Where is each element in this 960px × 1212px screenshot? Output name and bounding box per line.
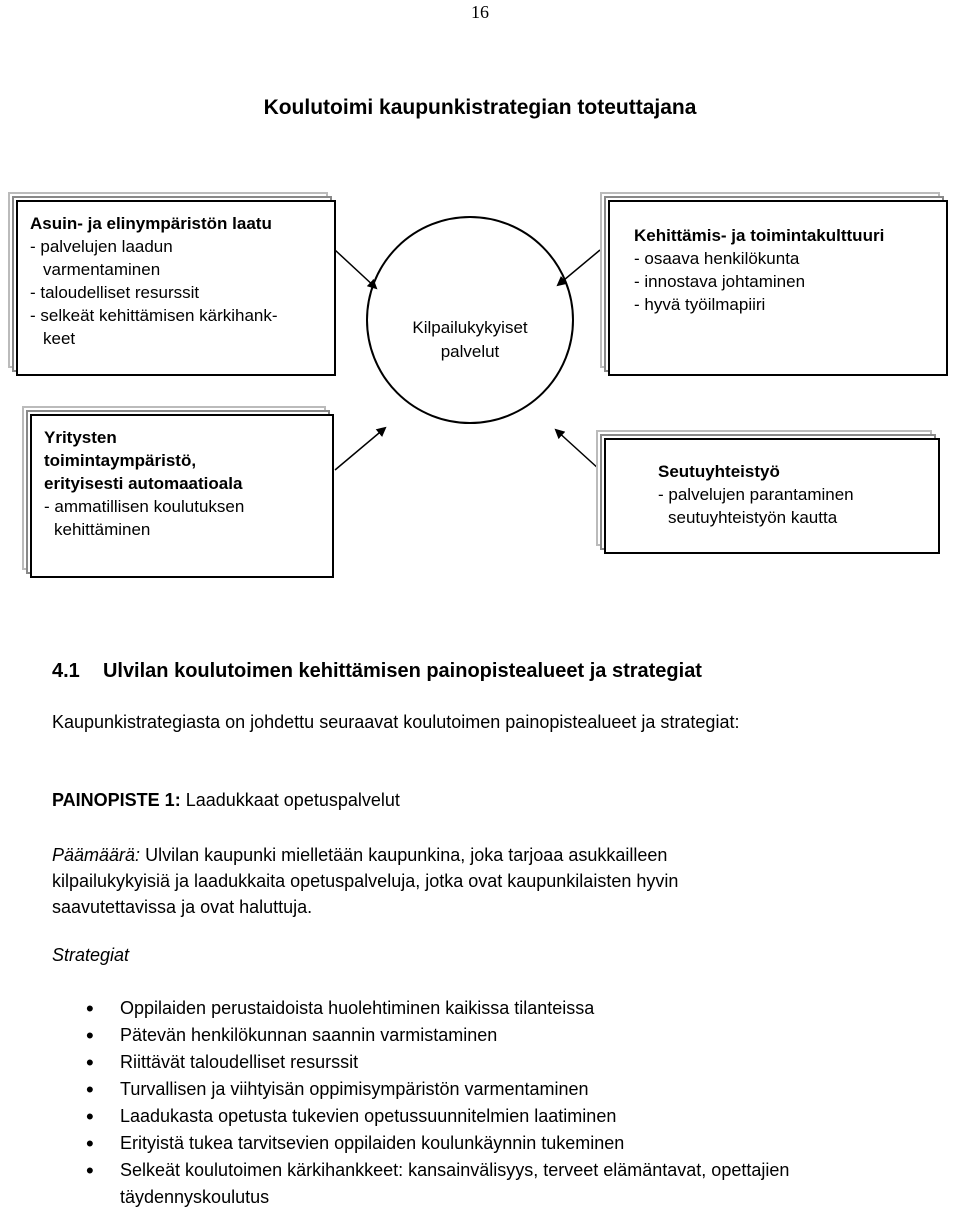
box-line: - palvelujen laadun xyxy=(30,237,173,256)
list-item xyxy=(52,1157,952,1211)
box-regional-cooperation xyxy=(604,438,940,554)
box-living-environment xyxy=(16,200,336,376)
box-line: - ammatillisen koulutuksen xyxy=(44,497,245,516)
box-title: erityisesti automaatioala xyxy=(44,474,243,493)
box-line: - hyvä työilmapiiri xyxy=(634,295,766,314)
section-heading xyxy=(52,660,702,683)
list-item-text: täydennyskoulutus xyxy=(120,1187,270,1207)
painopiste-text: Laadukkaat opetuspalvelut xyxy=(185,790,400,810)
painopiste-label: PAINOPISTE 1: xyxy=(52,790,181,810)
center-label-line1: Kilpailukykyiset xyxy=(412,318,528,337)
goal-label: Päämäärä: xyxy=(52,845,141,865)
box-title: Seutuyhteistyö xyxy=(658,462,780,481)
painopiste-line xyxy=(52,790,400,811)
box-business-environment xyxy=(30,414,334,578)
box-line: kehittäminen xyxy=(54,520,151,539)
box-line: - innostava johtaminen xyxy=(634,272,806,291)
box-title: Yritysten xyxy=(44,428,117,447)
box-title: Kehittämis- ja toimintakulttuuri xyxy=(634,226,885,245)
strategies-label: Strategiat xyxy=(52,945,130,965)
list-item: • Pätevän henkilökunnan saannin varmistaminen xyxy=(52,1022,952,1049)
list-item: • Laadukasta opetusta tukevien opetussuunnitelmien laatiminen xyxy=(52,1103,952,1130)
box-line: - osaava henkilökunta xyxy=(634,249,800,268)
section-title: Ulvilan koulutoimen kehittämisen painopistealueet ja strategiat xyxy=(102,660,702,682)
list-item: • Turvallisen ja viihtyisän oppimisympäristön varmentaminen xyxy=(52,1076,952,1103)
list-item: • Riittävät taloudelliset resurssit xyxy=(52,1049,952,1076)
arrow-top-left xyxy=(335,250,376,288)
arrow-bottom-left xyxy=(335,428,385,470)
strategies-list xyxy=(52,995,952,1211)
box-title: Asuin- ja elinympäristön laatu xyxy=(30,214,272,233)
goal-text: Ulvilan kaupunki mielletään kaupunkina, joka tarjoaa asukkailleen xyxy=(145,845,668,865)
goal-text: saavutettavissa ja ovat haluttuja. xyxy=(52,897,313,917)
box-line: - palvelujen parantaminen xyxy=(658,485,854,504)
list-item-text: • Selkeät koulutoimen kärkihankkeet: kansainvälisyys, terveet elämäntavat, opettajien xyxy=(120,1160,790,1180)
box-line: - taloudelliset resurssit xyxy=(30,283,200,302)
arrow-bottom-right xyxy=(556,430,600,470)
arrow-top-right xyxy=(558,250,600,285)
goal-paragraph xyxy=(52,842,932,920)
box-development-culture xyxy=(608,200,948,376)
intro-paragraph: Kaupunkistrategiasta on johdettu seuraavat koulutoimen painopistealueet ja strategiat: xyxy=(52,712,740,732)
page-title: Koulutoimi kaupunkistrategian toteuttajana xyxy=(263,96,697,119)
section-number: 4.1 xyxy=(52,660,80,682)
center-label-line2: palvelut xyxy=(440,342,500,361)
page-number: 16 xyxy=(471,2,489,22)
box-line: seutuyhteistyön kautta xyxy=(668,508,838,527)
box-title: toimintaympäristö, xyxy=(44,451,197,470)
goal-text: kilpailukykyisiä ja laadukkaita opetuspalveluja, jotka ovat kaupunkilaisten hyvin xyxy=(52,871,679,891)
box-line: - selkeät kehittämisen kärkihank- xyxy=(30,306,278,325)
box-line: varmentaminen xyxy=(43,260,161,279)
center-label xyxy=(370,316,570,364)
list-item: • Oppilaiden perustaidoista huolehtiminen kaikissa tilanteissa xyxy=(52,995,952,1022)
box-line: keet xyxy=(43,329,76,348)
list-item: • Erityistä tukea tarvitsevien oppilaiden koulunkäynnin tukeminen xyxy=(52,1130,952,1157)
